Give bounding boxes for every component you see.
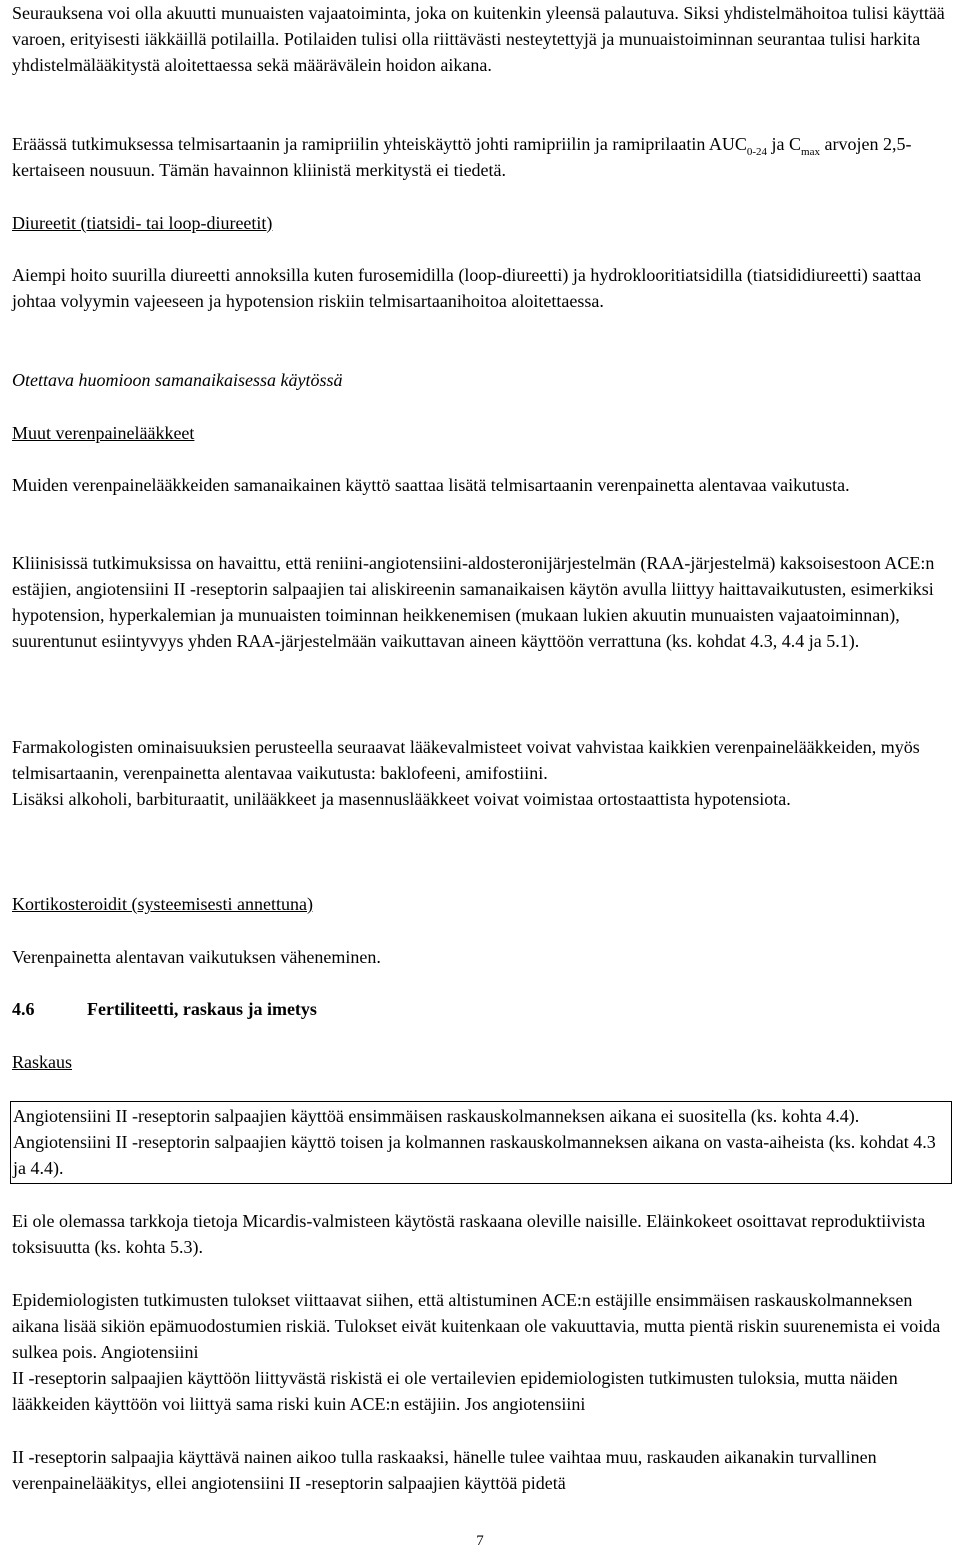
cmax-subscript: max (801, 146, 820, 158)
paragraph-epidemiology-b: II -reseptorin salpaajien käyttöön liittyvästä riskistä ei ole vertailevien epidemiologisten tutkimusten tuloksia, mutta näiden lääkkeiden käyttöön voi liittyä sama riski kuin ACE:n estäjiin. Jos angiotensiini (12, 1368, 898, 1414)
paragraph-micardis-data: Ei ole olemassa tarkkoja tietoja Micardis-valmisteen käytöstä raskaana oleville naisille. Eläinkokeet osoittavat reproduktiivista toksisuutta (ks. kohta 5.3). (12, 1211, 926, 1257)
section-title: Fertiliteetti, raskaus ja imetys (87, 999, 317, 1019)
heading-diuretics: Diureetit (tiatsidi- tai loop-diureetit) (12, 213, 273, 233)
boxed-warning-text: Angiotensiini II -reseptorin salpaajien käyttöä ensimmäisen raskauskolmanneksen aikana ei suositella (ks. kohta 4.4). Angiotensiini II -reseptorin salpaajien käyttö toisen ja kolmannen raskauskolmanneksen aikana on vasta-aiheista (ks. kohdat 4.3 ja 4.4). (13, 1106, 936, 1178)
paragraph-ramipril-study (12, 131, 952, 183)
section-number: 4.6 (12, 999, 35, 1019)
auc-subscript: 0-24 (746, 146, 768, 158)
paragraph-pharmacological-b: Lisäksi alkoholi, barbituraatit, unilääkkeet ja masennuslääkkeet voivat voimistaa ortostaattista hypotensiota. (12, 789, 791, 809)
page-number: 7 (476, 1533, 484, 1549)
section-heading (12, 996, 317, 1022)
paragraph-combination-warning: Seurauksena voi olla akuutti munuaisten vajaatoiminta, joka on kuitenkin yleensä palautuva. Siksi yhdistelmähoitoa tulisi käyttää varoen, erityisesti iäkkäillä potilailla. Potilaiden tulisi olla riittävästi nesteytettyjä ja munuaistoiminnan seurantaa tulisi harkita yhdistelmälääkitystä aloitettaessa sekä määrävälein hoidon aikana. (12, 3, 945, 75)
paragraph-raa-blockade: Kliinisissä tutkimuksissa on havaittu, että reniini-angiotensiini-aldosteronijärjestelmän (RAA-järjestelmä) kaksoisestoon ACE:n estäjien, angiotensiini II -reseptorin salpaajien tai aliskireenin samanaikaisen käytön avulla liittyy haittavaikutusten, esimerkiksi hypotension, hyperkalemian ja munuaisten toiminnan heikkenemisen (mukaan lukien akuutin munuaisten vajaatoiminnan), suurentunut esiintyvyys yhden RAA-järjestelmään vaikuttavan aineen käyttöön verrattuna (ks. kohdat 4.3, 4.4 ja 5.1). (12, 553, 935, 651)
paragraph-corticosteroids: Verenpainetta alentavan vaikutuksen väheneminen. (12, 947, 381, 967)
boxed-warning (10, 1101, 952, 1184)
ramipril-text-c: arvojen 2,5-kertaiseen nousuun. Tämän havainnon kliinistä merkitystä ei tiedetä. (12, 134, 912, 180)
heading-pregnancy: Raskaus (12, 1052, 72, 1072)
paragraph-planning-pregnancy: II -reseptorin salpaajia käyttävä nainen aikoo tulla raskaaksi, hänelle tulee vaihtaa muu, raskauden aikanakin turvallinen verenpainelääkitys, ellei angiotensiini II -reseptorin salpaajien käyttöä pidetä (12, 1447, 877, 1493)
heading-other-antihypertensives: Muut verenpainelääkkeet (12, 423, 195, 443)
heading-concomitant-use: Otettava huomioon samanaikaisessa käytössä (12, 370, 343, 390)
paragraph-pharmacological (12, 734, 952, 812)
paragraph-epidemiology (12, 1287, 952, 1417)
heading-corticosteroids: Kortikosteroidit (systeemisesti annettuna) (12, 894, 313, 914)
paragraph-diuretics: Aiempi hoito suurilla diureetti annoksilla kuten furosemidilla (loop-diureetti) ja hydroklooritiatsidilla (tiatsididiureetti) saattaa johtaa volyymin vajeeseen ja hypotension riskiin telmisartaanihoitoa aloitettaessa. (12, 265, 922, 311)
paragraph-epidemiology-a: Epidemiologisten tutkimusten tulokset viittaavat siihen, että altistuminen ACE:n estäjille ensimmäisen raskauskolmanneksen aikana lisää sikiön epämuodostumien riskiä. Tulokset eivät kuitenkaan ole vakuuttavia, mutta pientä riskin suurenemista ei voida sulkea pois. Angiotensiini (12, 1290, 941, 1362)
ramipril-text-a: Eräässä tutkimuksessa telmisartaanin ja ramipriilin yhteiskäyttö johti ramipriilin ja ramiprilaatin AUC (12, 134, 747, 154)
paragraph-other-antihypertensives: Muiden verenpainelääkkeiden samanaikainen käyttö saattaa lisätä telmisartaanin verenpainetta alentavaa vaikutusta. (12, 475, 850, 495)
ramipril-text-b: ja C (767, 134, 802, 154)
paragraph-pharmacological-a: Farmakologisten ominaisuuksien perusteella seuraavat lääkevalmisteet voivat vahvistaa kaikkien verenpainelääkkeiden, myös telmisartaanin, verenpainetta alentavaa vaikutusta: baklofeeni, amifostiini. (12, 737, 920, 783)
